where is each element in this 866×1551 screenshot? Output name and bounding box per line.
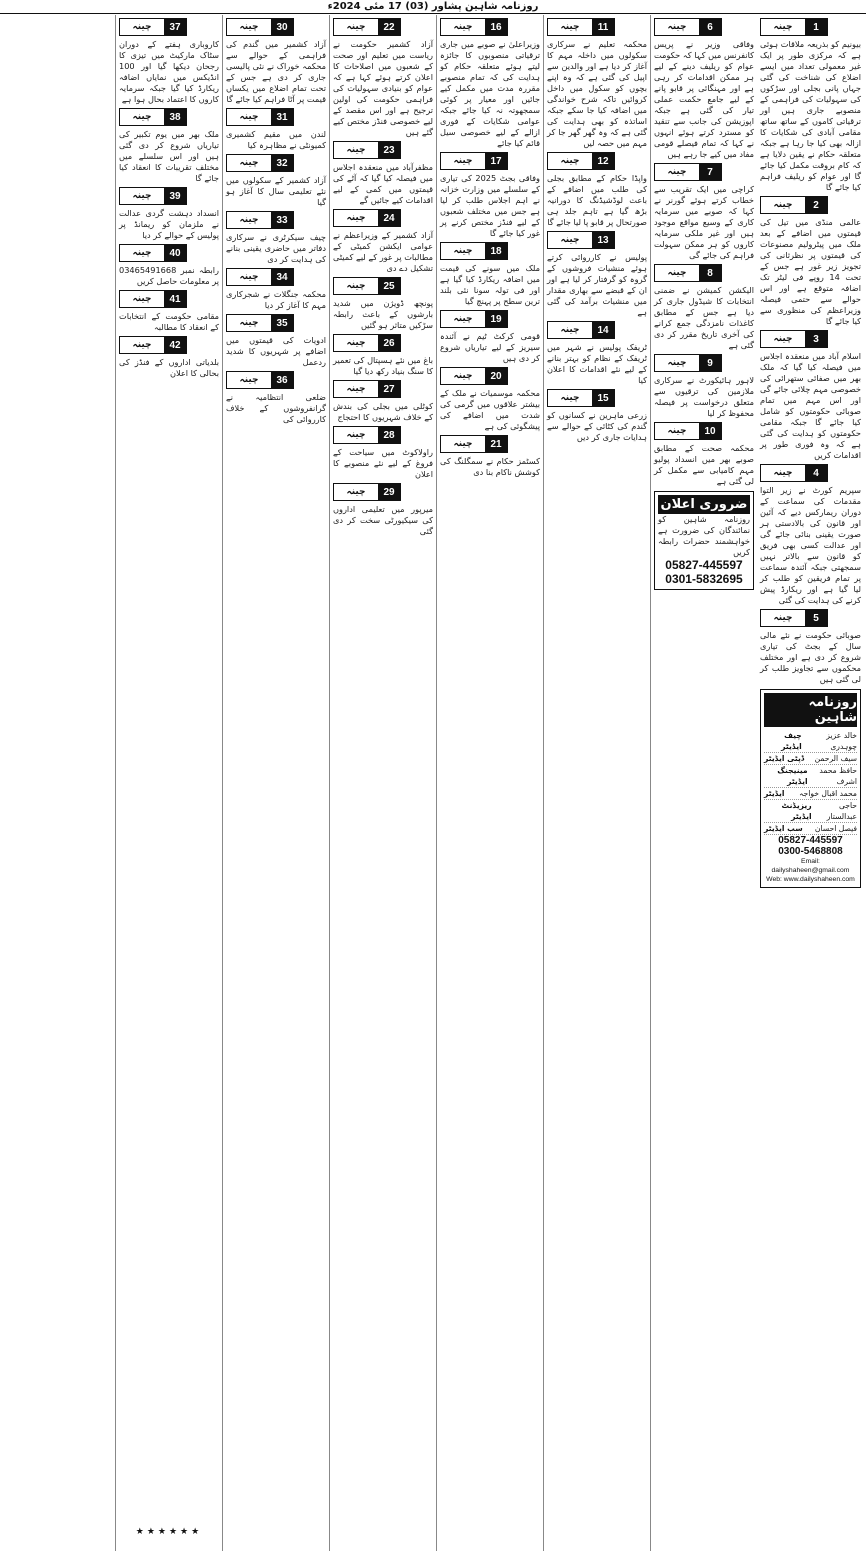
notice-box: [654, 491, 754, 590]
newspaper-logo: روزنامہ شاہین: [764, 693, 857, 727]
tag-word: چینہ: [132, 248, 152, 258]
news-tag-3: [760, 330, 828, 348]
news-tag-24: [333, 209, 401, 227]
news-text: چیف سیکرٹری نے سرکاری دفاتر میں حاضری یقینی بنانے کی ہدایت کر دی: [226, 232, 326, 264]
news-tag-37: [119, 18, 187, 36]
notice-text: روزنامہ شاہین کو نمائندگان کی ضرورت ہے خواہشمند حضرات رابطہ کریں: [658, 514, 750, 557]
news-tag-34: [226, 268, 294, 286]
news-text: کراچی میں ایک تقریب سے خطاب کرتے ہوئے گورنر نے کہا کہ صوبے میں سرمایہ کاری کے وسیع مواقع موجود ہیں اور غیر ملکی سرمایہ کاروں کو ہر ممکن سہولت فراہم کی جائے گی: [654, 184, 754, 260]
tag-number: 1: [805, 19, 827, 35]
tag-number: 8: [699, 265, 721, 281]
news-text: کاروباری ہفتے کے دوران سٹاک مارکیٹ میں تیزی کا رجحان دیکھا گیا اور 100 انڈیکس میں نمایاں اضافہ ریکارڈ کیا گیا جبکہ سرمایہ کاروں کا اعتماد بحال ہوا ہے: [119, 39, 219, 104]
tag-word: چینہ: [560, 156, 580, 166]
tag-word: چینہ: [346, 145, 366, 155]
notice-title: ضروری اعلان: [658, 495, 750, 514]
tag-word: چینہ: [239, 158, 259, 168]
staff-name: حافظ محمد اشرف: [819, 766, 857, 786]
tag-number: 24: [378, 210, 400, 226]
news-tag-19: [440, 310, 508, 328]
news-text: ادویات کی قیمتوں میں اضافے پر شہریوں کا شدید ردعمل: [226, 335, 326, 367]
news-text: انسداد دہشت گردی عدالت نے ملزمان کو ریمانڈ پر پولیس کے حوالے کر دیا: [119, 208, 219, 240]
news-tag-21: [440, 435, 508, 453]
news-tag-7: [654, 163, 722, 181]
news-text: محکمہ جنگلات نے شجرکاری مہم کا آغاز کر دیا: [226, 289, 326, 310]
tag-number: 39: [164, 188, 186, 204]
staff-row: [764, 800, 857, 823]
news-tag-26: [333, 334, 401, 352]
news-text: بیونیم کو بذریعہ ملاقات ہوئی ہے کہ مرکزی طور پر ایک غیر معمولی تعداد میں ایسے اضلاع کی شناخت کی گئی جہاں پانی بجلی اور سڑکوں کی سہولیات کی فراہمی کے منصوبے جاری ہیں اور ترقیاتی کاموں کے ساتھ ساتھ مقامی آبادی کی شکایات کا ازالہ بھی کیا جا رہا ہے جبکہ متعلقہ حکام نے یقین دلایا ہے کہ کام بروقت مکمل کیا جائے گا اور عوام کو ریلیف فراہم کیا جائے گا: [760, 39, 861, 192]
news-tag-10: [654, 422, 722, 440]
news-tag-35: [226, 314, 294, 332]
tag-word: چینہ: [773, 22, 793, 32]
tag-word: چینہ: [453, 371, 473, 381]
news-tag-25: [333, 277, 401, 295]
tag-number: 28: [378, 427, 400, 443]
tag-number: 27: [378, 381, 400, 397]
column-2: [650, 15, 757, 1551]
news-tag-32: [226, 154, 294, 172]
tag-number: 17: [485, 153, 507, 169]
news-text: قومی کرکٹ ٹیم نے آئندہ سیریز کے لیے تیاریاں شروع کر دی ہیں: [440, 331, 540, 363]
news-text: اسلام آباد میں منعقدہ اجلاس میں فیصلہ کیا گیا کہ ملک بھر میں صفائی ستھرائی کی خصوصی مہم چلائی جائے گی اور اس مہم میں تمام صوبائی حکومتوں کو شامل کیا جائے گا جبکہ مقامی حکومتوں کو ہدایت کی گئی ہے کہ وہ فوری طور پر اقدامات کریں: [760, 351, 861, 460]
tag-word: چینہ: [239, 375, 259, 385]
tag-word: چینہ: [560, 22, 580, 32]
news-tag-15: [547, 389, 615, 407]
tag-number: 37: [164, 19, 186, 35]
tag-number: 32: [271, 155, 293, 171]
column-7: [115, 15, 222, 1551]
news-text: باغ میں نئے ہسپتال کی تعمیر کا سنگ بنیاد رکھ دیا گیا: [333, 355, 433, 376]
tag-number: 23: [378, 142, 400, 158]
news-text: عالمی منڈی میں تیل کی قیمتوں میں اضافے کے بعد ملک میں پیٹرولیم مصنوعات کی قیمتوں پر نظرثانی کی تجویز زیر غور ہے جس کے تحت 14 روپے فی لیٹر تک اضافہ متوقع ہے اور اس حوالے سے حتمی فیصلہ وزیراعظم کی منظوری سے کیا جائے گا: [760, 217, 861, 326]
news-text: ملک بھر میں یوم تکبیر کی تیاریاں شروع کر دی گئی ہیں اور اس سلسلے میں مختلف تقریبات کا انعقاد کیا جائے گا: [119, 129, 219, 183]
news-tag-6: [654, 18, 722, 36]
tag-number: 11: [592, 19, 614, 35]
staff-role: چیف ایڈیٹر: [781, 731, 802, 751]
news-text: پونچھ ڈویژن میں شدید بارشوں کے باعث رابطہ سڑکیں متاثر ہو گئیں: [333, 298, 433, 330]
tag-number: 16: [485, 19, 507, 35]
tag-number: 18: [485, 243, 507, 259]
masthead: [0, 0, 866, 14]
tag-number: 33: [271, 212, 293, 228]
tag-number: 30: [271, 19, 293, 35]
staff-name: محمد اقبال خواجہ: [799, 789, 857, 798]
tag-word: چینہ: [346, 281, 366, 291]
tag-word: چینہ: [346, 213, 366, 223]
tag-word: چینہ: [453, 156, 473, 166]
news-tag-42: [119, 336, 187, 354]
staff-name: فیصل احسان: [814, 824, 857, 833]
news-tag-13: [547, 231, 615, 249]
staff-role: ڈپٹی ایڈیٹر: [764, 754, 805, 763]
staff-row: [764, 823, 857, 835]
tag-number: 3: [805, 331, 827, 347]
tag-number: 31: [271, 109, 293, 125]
news-text: مظفرآباد میں منعقدہ اجلاس میں فیصلہ کیا گیا کہ آٹے کی قیمتوں میں کمی کے لیے اقدامات کیے جائیں گے: [333, 162, 433, 205]
news-text: ضلعی انتظامیہ نے گرانفروشوں کے خلاف کارروائی کی: [226, 392, 326, 424]
tag-word: چینہ: [132, 340, 152, 350]
tag-word: چینہ: [453, 314, 473, 324]
news-tag-8: [654, 264, 722, 282]
news-text: واپڈا حکام کے مطابق بجلی کی طلب میں اضافے کے باعث لوڈشیڈنگ کا دورانیہ بڑھ گیا ہے تاہم جلد ہی صورتحال پر قابو پا لیا جائے گا: [547, 173, 647, 227]
tag-word: چینہ: [346, 384, 366, 394]
tag-number: 36: [271, 372, 293, 388]
news-text: راولاکوٹ میں سیاحت کے فروغ کے لیے نئے منصوبے کا اعلان: [333, 447, 433, 479]
news-tag-38: [119, 108, 187, 126]
tag-word: چینہ: [773, 468, 793, 478]
news-tag-20: [440, 367, 508, 385]
tag-word: چینہ: [346, 430, 366, 440]
news-text: آزاد کشمیر میں گندم کی فراہمی کے حوالے سے محکمہ خوراک نے نئی پالیسی جاری کر دی ہے جس کے تحت تمام اضلاع میں یکساں قیمت پر آٹا فراہم کیا جائے گا: [226, 39, 326, 104]
news-text: زرعی ماہرین نے کسانوں کو گندم کی کٹائی کے حوالے سے ہدایات جاری کر دیں: [547, 410, 647, 442]
tag-number: 10: [699, 423, 721, 439]
news-text: وزیراعلیٰ نے صوبے میں جاری ترقیاتی منصوبوں کا جائزہ لیتے ہوئے متعلقہ حکام کو ہدایت کی کہ تمام منصوبے مقررہ مدت میں مکمل کیے جائیں اور معیار پر کوئی سمجھوتہ نہ کیا جائے جبکہ عوامی شکایات کے فوری ازالے کے لیے خصوصی سیل قائم کیا جائے: [440, 39, 540, 148]
news-tag-5: [760, 609, 828, 627]
news-text: آزاد کشمیر حکومت نے ریاست میں تعلیم اور صحت کے شعبوں میں اصلاحات کا اعلان کرتے ہوئے کہا ہے کہ عوام کو بنیادی سہولیات کی فراہمی حکومت کی اولین ترجیح ہے اور اس مقصد کے لیے خصوصی فنڈز مختص کیے گئے ہیں: [333, 39, 433, 137]
tag-word: چینہ: [346, 22, 366, 32]
news-tag-31: [226, 108, 294, 126]
staff-name: خالد عزیز چوہدری: [826, 731, 857, 751]
tag-number: 42: [164, 337, 186, 353]
news-text: پولیس نے کارروائی کرتے ہوئے منشیات فروشوں کے گروہ کو گرفتار کر لیا ہے اور ان کے قبضے سے بھاری مقدار میں منشیات برآمد کی گئی ہے: [547, 252, 647, 317]
news-text: الیکشن کمیشن نے ضمنی انتخابات کا شیڈول جاری کر دیا ہے جس کے مطابق کاغذات نامزدگی جمع کرانے کی آخری تاریخ مقرر کر دی گئی ہے: [654, 285, 754, 350]
news-tag-29: [333, 483, 401, 501]
tag-word: چینہ: [453, 246, 473, 256]
tag-word: چینہ: [667, 358, 687, 368]
column-5: [329, 15, 436, 1551]
news-tag-23: [333, 141, 401, 159]
tag-word: چینہ: [132, 191, 152, 201]
column-4: [436, 15, 543, 1551]
news-tag-22: [333, 18, 401, 36]
news-tag-1: [760, 18, 828, 36]
news-text: کوٹلی میں بجلی کی بندش کے خلاف شہریوں کا احتجاج: [333, 401, 433, 422]
tag-number: 21: [485, 436, 507, 452]
news-text: لندن میں مقیم کشمیری کمیونٹی نے مظاہرہ کیا: [226, 129, 326, 150]
tag-number: 35: [271, 315, 293, 331]
news-tag-28: [333, 426, 401, 444]
news-text: صوبائی حکومت نے نئے مالی سال کے بجٹ کی تیاری شروع کر دی ہے اور مختلف محکموں سے تجاویز طلب کر لی گئی ہیں: [760, 630, 861, 684]
tag-word: چینہ: [132, 112, 152, 122]
staff-role: ریزیڈنٹ ایڈیٹر: [781, 801, 812, 821]
news-tag-16: [440, 18, 508, 36]
tag-word: چینہ: [239, 22, 259, 32]
tag-number: 14: [592, 322, 614, 338]
news-text: ٹریفک پولیس نے شہر میں ٹریفک کے نظام کو بہتر بنانے کے لیے نئے اقدامات کا اعلان کیا: [547, 342, 647, 385]
tag-number: 5: [805, 610, 827, 626]
tag-word: چینہ: [132, 22, 152, 32]
column-3: [543, 15, 650, 1551]
staff-row: [764, 765, 857, 788]
news-text: بلدیاتی اداروں کے فنڈز کی بحالی کا اعلان: [119, 357, 219, 378]
tag-number: 7: [699, 164, 721, 180]
news-tag-36: [226, 371, 294, 389]
staff-box: [760, 689, 861, 888]
news-text: کسٹمز حکام نے سمگلنگ کی کوشش ناکام بنا دی: [440, 456, 540, 477]
news-tag-14: [547, 321, 615, 339]
tag-number: 15: [592, 390, 614, 406]
masthead-title: روزنامہ شاہین پشاور (03) 17 مئی 2024ء: [327, 1, 539, 12]
news-text: آزاد کشمیر کے سکولوں میں نئے تعلیمی سال کا آغاز ہو گیا: [226, 175, 326, 207]
news-tag-18: [440, 242, 508, 260]
news-tag-30: [226, 18, 294, 36]
news-tag-4: [760, 464, 828, 482]
tag-number: 34: [271, 269, 293, 285]
notice-phone: 05827-445597: [665, 558, 743, 572]
tag-word: چینہ: [239, 112, 259, 122]
staff-row: [764, 753, 857, 765]
tag-word: چینہ: [773, 200, 793, 210]
tag-number: 13: [592, 232, 614, 248]
tag-number: 12: [592, 153, 614, 169]
tag-number: 40: [164, 245, 186, 261]
tag-word: چینہ: [132, 294, 152, 304]
tag-word: چینہ: [667, 167, 687, 177]
news-tag-27: [333, 380, 401, 398]
tag-number: 19: [485, 311, 507, 327]
tag-word: چینہ: [560, 235, 580, 245]
tag-number: 25: [378, 278, 400, 294]
news-tag-12: [547, 152, 615, 170]
tag-number: 29: [378, 484, 400, 500]
news-text: وفاقی بجٹ 2025 کی تیاری کے سلسلے میں وزارت خزانہ نے اہم اجلاس طلب کر لیا ہے جس میں مختلف شعبوں کے لیے فنڈز مختص کرنے پر غور کیا جائے گا: [440, 173, 540, 238]
tag-number: 22: [378, 19, 400, 35]
news-text: سپریم کورٹ نے زیر التوا مقدمات کی سماعت کے دوران ریمارکس دیے کہ آئین اور قانون کی بالادستی ہر صورت یقینی بنائی جائے گی اور عدالت کسی بھی فریق کو قانون سے بالاتر نہیں سمجھتی جبکہ آئندہ سماعت پر تمام فریقین کو طلب کر لیا گیا ہے اور ریکارڈ پیش کرنے کی ہدایت کی گئی: [760, 485, 861, 605]
tag-word: چینہ: [773, 334, 793, 344]
staff-row: [764, 788, 857, 800]
tag-word: چینہ: [453, 22, 473, 32]
news-columns: [0, 15, 866, 1551]
news-tag-40: [119, 244, 187, 262]
news-text: محکمہ تعلیم نے سرکاری سکولوں میں داخلہ مہم کا آغاز کر دیا ہے اور والدین سے اپیل کی گئی ہے کہ وہ اپنے بچوں کو سکول میں داخل کروائیں تاکہ شرح خواندگی میں اضافہ کیا جا سکے جبکہ اساتذہ کو بھی ہدایت کی گئی ہے کہ وہ گھر گھر جا کر مہم میں حصہ لیں: [547, 39, 647, 148]
news-tag-17: [440, 152, 508, 170]
tag-number: 2: [805, 197, 827, 213]
news-text: رابطہ نمبر 03465491668 پر معلومات حاصل کریں: [119, 265, 219, 286]
notice-phone: 0301-5832695: [665, 572, 743, 586]
staff-name: سیف الرحمن: [814, 754, 857, 763]
tag-word: چینہ: [667, 268, 687, 278]
tag-word: چینہ: [667, 22, 687, 32]
staff-phone: 0300-5468808: [778, 846, 843, 857]
news-text: لاہور ہائیکورٹ نے سرکاری ملازمین کی ترقیوں سے متعلق درخواست پر فیصلہ محفوظ کر لیا: [654, 375, 754, 418]
staff-phone: 05827-445597: [778, 835, 843, 846]
star-divider: ★★★★★★: [135, 1527, 203, 1537]
tag-number: 26: [378, 335, 400, 351]
news-text: وفاقی وزیر نے پریس کانفرنس میں کہا کہ حکومت عوام کو ریلیف دینے کے لیے ہر ممکن اقدامات کر رہی ہے اور مہنگائی پر قابو پانے کے لیے جامع حکمت عملی تیار کی گئی ہے جبکہ اپوزیشن کی جانب سے تنقید کو مسترد کرتے ہوئے انہوں نے کہا کہ تمام فیصلے قومی مفاد میں کیے جا رہے ہیں: [654, 39, 754, 159]
tag-number: 20: [485, 368, 507, 384]
staff-name: حاجی عبدالستار: [826, 801, 857, 821]
news-text: محکمہ صحت کے مطابق صوبے بھر میں انسداد پولیو مہم کامیابی سے مکمل کر لی گئی ہے: [654, 443, 754, 486]
column-1: [757, 15, 864, 1551]
news-tag-2: [760, 196, 828, 214]
tag-number: 41: [164, 291, 186, 307]
news-text: آزاد کشمیر کے وزیراعظم نے عوامی ایکشن کمیٹی کے مطالبات پر غور کے لیے کمیٹی تشکیل دے دی: [333, 230, 433, 273]
tag-word: چینہ: [667, 426, 687, 436]
news-text: محکمہ موسمیات نے ملک کے بیشتر علاقوں میں گرمی کی شدت میں اضافے کی پیشگوئی کی ہے: [440, 388, 540, 431]
tag-number: 4: [805, 465, 827, 481]
tag-word: چینہ: [773, 613, 793, 623]
news-tag-9: [654, 354, 722, 372]
tag-word: چینہ: [239, 272, 259, 282]
tag-word: چینہ: [239, 318, 259, 328]
staff-email[interactable]: Email: dailyshaheen@gmail.com: [771, 858, 850, 874]
news-tag-11: [547, 18, 615, 36]
tag-word: چینہ: [560, 325, 580, 335]
tag-number: 9: [699, 355, 721, 371]
news-tag-41: [119, 290, 187, 308]
tag-number: 38: [164, 109, 186, 125]
tag-word: چینہ: [453, 439, 473, 449]
staff-row: [764, 730, 857, 753]
column-6: [222, 15, 329, 1551]
news-tag-39: [119, 187, 187, 205]
tag-word: چینہ: [346, 338, 366, 348]
tag-word: چینہ: [346, 487, 366, 497]
tag-word: چینہ: [560, 393, 580, 403]
tag-word: چینہ: [239, 215, 259, 225]
news-text: میرپور میں تعلیمی اداروں کی سیکیورٹی سخت کر دی گئی: [333, 504, 433, 536]
news-text: ملک میں سونے کی قیمت میں اضافہ ریکارڈ کیا گیا ہے اور فی تولہ سونا نئی بلند ترین سطح پر پہنچ گیا: [440, 263, 540, 306]
staff-website[interactable]: Web: www.dailyshaheen.com: [766, 876, 855, 883]
staff-role: مینیجنگ ایڈیٹر: [777, 766, 808, 786]
staff-role: سب ایڈیٹر: [764, 824, 803, 833]
news-tag-33: [226, 211, 294, 229]
staff-role: ایڈیٹر: [764, 789, 785, 798]
tag-number: 6: [699, 19, 721, 35]
news-text: مقامی حکومت کے انتخابات کے انعقاد کا مطالبہ: [119, 311, 219, 332]
